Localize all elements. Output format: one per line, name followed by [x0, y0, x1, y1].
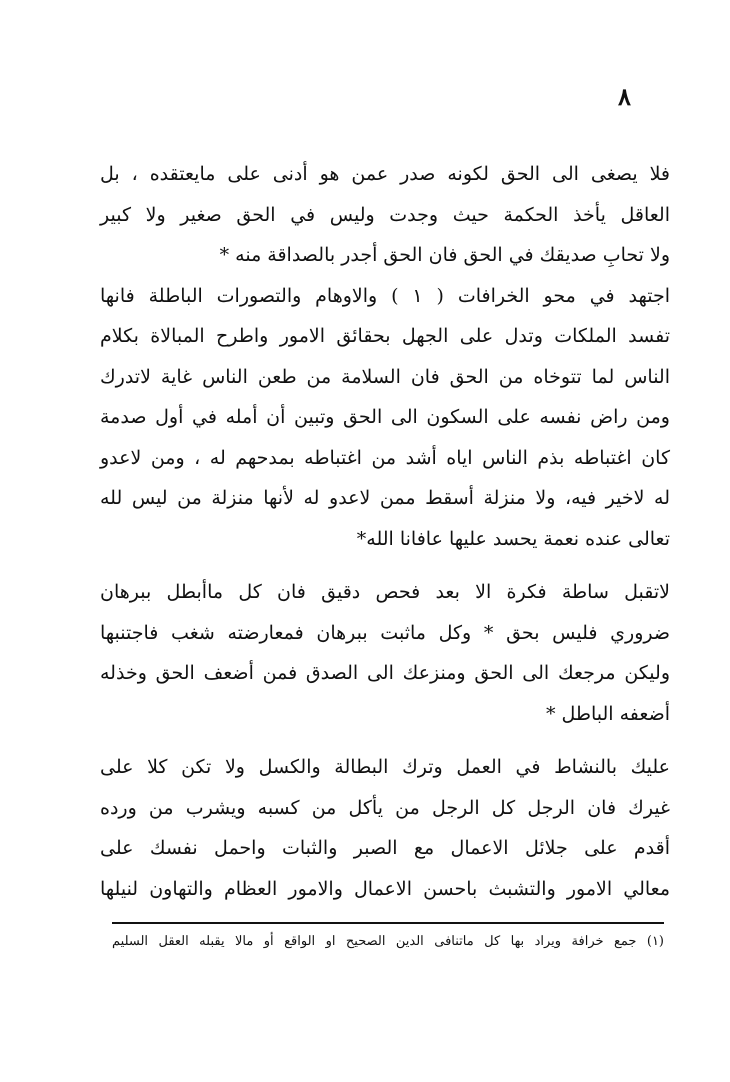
text-line: ومن راض نفسه على السكون الى الحق وتبين أن أمله في أول صدمة: [100, 406, 670, 428]
text-line: اجتهد في محو الخرافات ( ١ ) والاوهام والتصورات الباطلة فانها: [100, 284, 670, 307]
text-line: كان اغتباطه بذم الناس اياه أشد من اغتباطه بمدحهم له ، ومن لاعدو: [100, 446, 670, 469]
text-line: غيرك فان الرجل كل الرجل من يأكل من كسبه ويشرب من ورده: [100, 796, 670, 819]
body-text: [100, 154, 670, 909]
text-line: معالي الامور والتشبث باحسن الاعمال والامور العظام والتهاون لنيلها: [100, 877, 670, 900]
text-line: ضروري فليس بحق * وكل ماثبت ببرهان فمعارضته شغب فاجتنبها: [100, 621, 670, 644]
text-line: عليك بالنشاط في العمل وترك البطالة والكسل ولا تكن كلا على: [100, 756, 670, 778]
text-line: الناس لما تتوخاه من الحق فان السلامة من طعن الناس غاية لاتدرك: [100, 365, 670, 388]
text-line: العاقل يأخذ الحكمة حيث وجدت وليس في الحق صغير ولا كبير: [100, 203, 670, 226]
paragraph-4: [100, 747, 670, 828]
text-line: ولا تحابِ صديقك في الحق فان الحق أجدر بالصداقة منه *: [219, 244, 670, 266]
page-number: ٨: [618, 82, 631, 111]
paragraph-3: [100, 572, 670, 734]
footnote-divider: [112, 922, 664, 924]
paragraph-2: [100, 276, 670, 560]
text-line: وليكن مرجعك الى الحق ومنزعك الى الصدق فمن أضعف الحق وخذله: [100, 662, 670, 684]
text-line: له لاخير فيه، ولا منزلة أسقط ممن لاعدو له لأنها منزلة من ليس لله: [100, 487, 670, 509]
paragraph-1: [100, 154, 670, 276]
text-line: تفسد الملكات وتدل على الجهل بحقائق الامور واطرح المبالاة بكلام: [100, 325, 670, 347]
text-line: لاتقبل ساطة فكرة الا بعد فحص دقيق فان كل ماأبطل ببرهان: [100, 581, 670, 603]
text-line: فلا يصغى الى الحق لكونه صدر عمن هو أدنى على مايعتقده ، بل: [100, 163, 670, 185]
text-line: أضعفه الباطل *: [545, 702, 670, 725]
text-line: أقدم على جلائل الاعمال مع الصبر والثبات واحمل نفسك على: [100, 837, 670, 859]
text-line: تعالى عنده نعمة يحسد عليها عافانا الله*: [356, 527, 670, 550]
paragraph-5: [100, 828, 670, 909]
footnote: (١) جمع خرافة ويراد بها كل ماتنافى الدين الصحيح او الواقع أو مالا يقبله العقل السليم: [112, 934, 664, 949]
